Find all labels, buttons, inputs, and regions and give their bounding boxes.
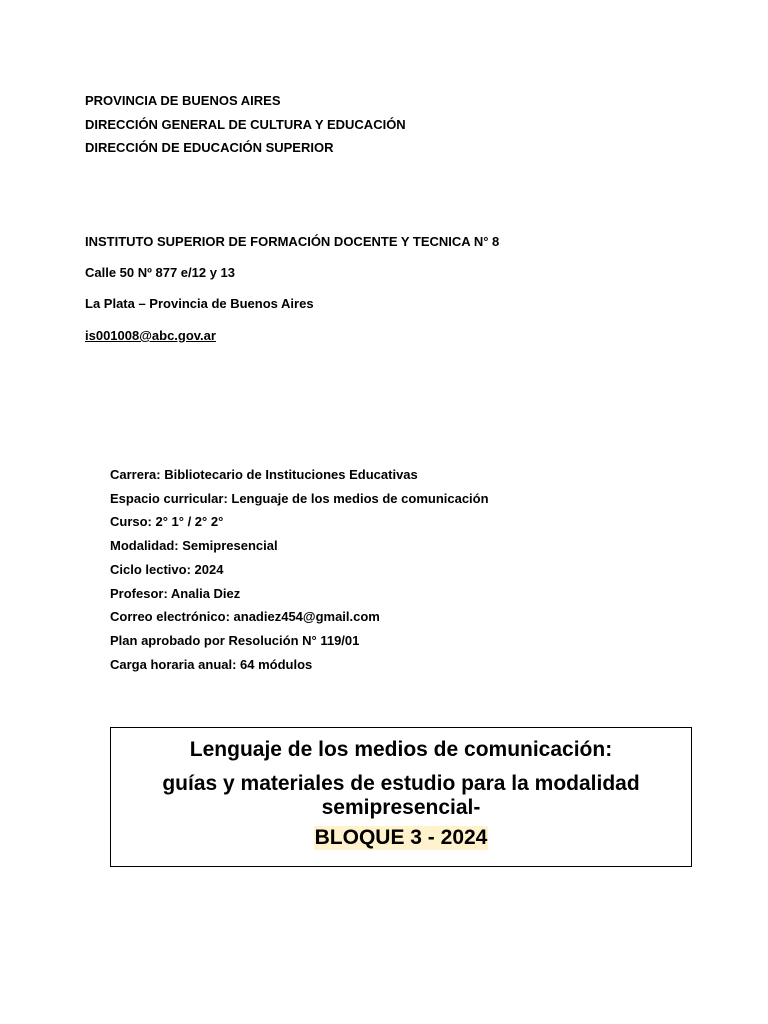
title-line-2: guías y materiales de estudio para la modalidad	[162, 772, 640, 795]
course-email: Correo electrónico: anadiez454@gmail.com	[110, 609, 380, 624]
header-direction-culture: DIRECCIÓN GENERAL DE CULTURA Y EDUCACIÓN	[85, 117, 406, 132]
institute-city: La Plata – Provincia de Buenos Aires	[85, 296, 314, 311]
institute-email-link[interactable]: is001008@abc.gov.ar	[85, 328, 216, 343]
course-year: Ciclo lectivo: 2024	[110, 562, 224, 577]
title-line-bloque: BLOQUE 3 - 2024	[314, 826, 488, 849]
course-modality: Modalidad: Semipresencial	[110, 538, 278, 553]
course-subject: Espacio curricular: Lenguaje de los medios de comunicación	[110, 491, 489, 506]
title-line-3: semipresencial-	[321, 796, 481, 819]
institute-name: INSTITUTO SUPERIOR DE FORMACIÓN DOCENTE Y TECNICA N° 8	[85, 234, 500, 249]
title-line-1: Lenguaje de los medios de comunicación:	[189, 738, 613, 761]
header-province: PROVINCIA DE BUENOS AIRES	[85, 93, 281, 108]
course-grade: Curso: 2° 1° / 2° 2°	[110, 514, 224, 529]
title-box	[110, 727, 692, 867]
course-plan: Plan aprobado por Resolución N° 119/01	[110, 633, 360, 648]
course-professor: Profesor: Analia Diez	[110, 586, 241, 601]
course-career: Carrera: Bibliotecario de Instituciones Educativas	[110, 467, 418, 482]
header-direction-superior: DIRECCIÓN DE EDUCACIÓN SUPERIOR	[85, 140, 334, 155]
course-hours: Carga horaria anual: 64 módulos	[110, 657, 313, 672]
institute-address: Calle 50 Nº 877 e/12 y 13	[85, 265, 236, 280]
